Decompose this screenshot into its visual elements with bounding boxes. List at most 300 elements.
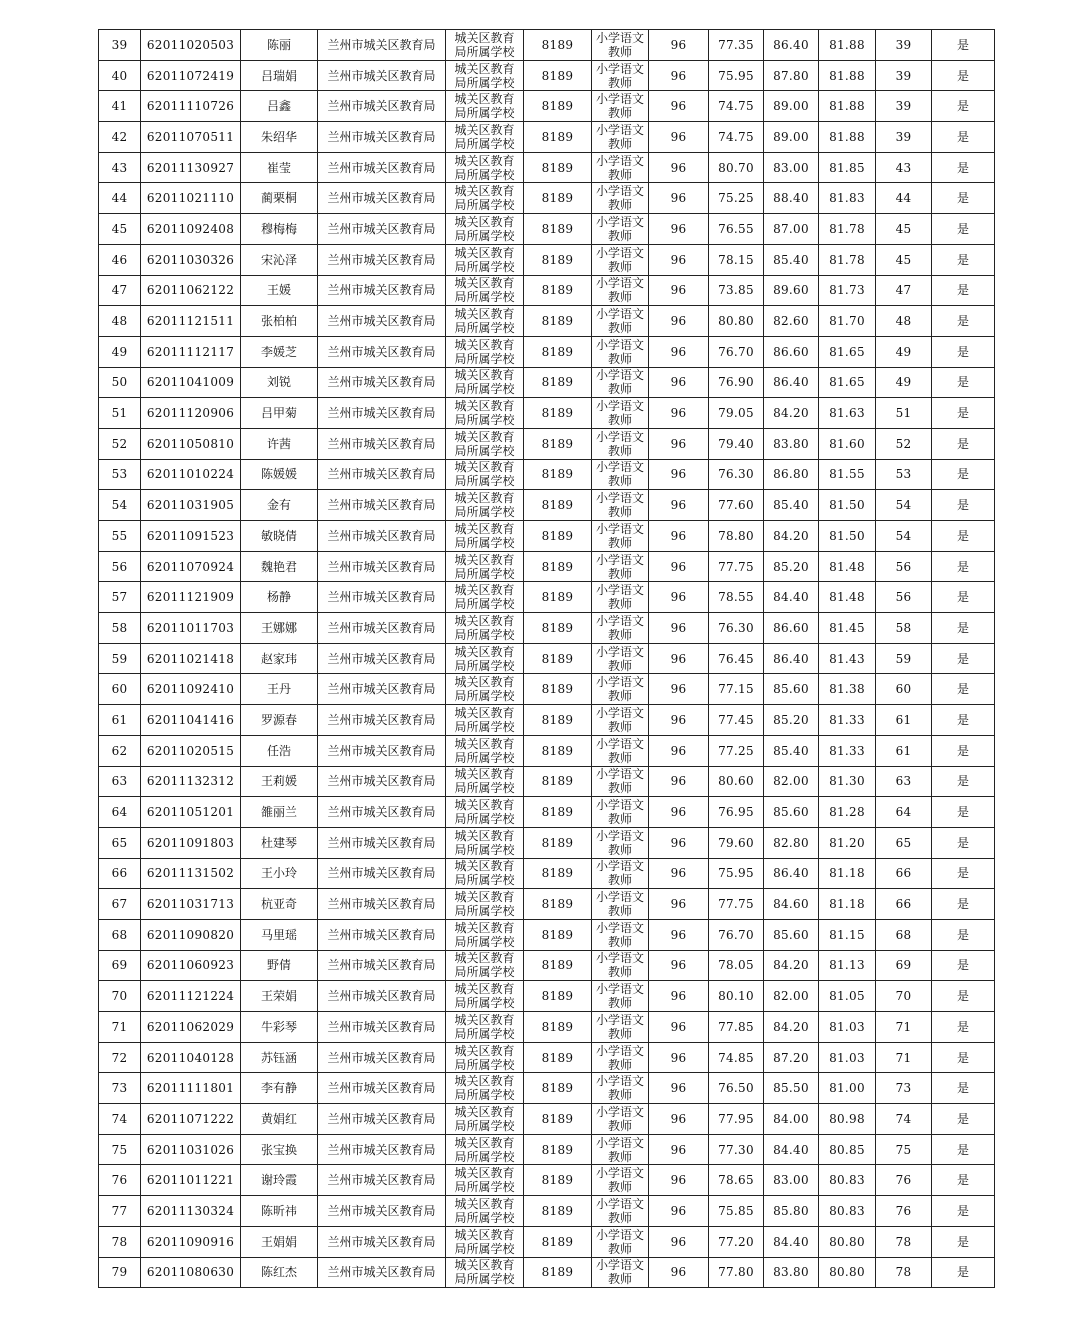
table-row — [99, 122, 995, 153]
pass-cell: 是 — [932, 1226, 995, 1257]
unit-cell-line1: 城关区教育 — [454, 552, 515, 567]
exam-id-cell: 62011130324 — [141, 1196, 241, 1227]
unit-cell-line1: 城关区教育 — [454, 307, 515, 322]
quota-cell: 96 — [649, 919, 709, 950]
unit-cell-line2: 局所属学校 — [454, 1272, 515, 1287]
interview-score-cell: 85.20 — [764, 705, 819, 736]
name-cell: 王媛 — [241, 275, 318, 306]
written-score-cell: 78.65 — [709, 1165, 764, 1196]
total-score-cell: 81.85 — [819, 152, 876, 183]
post-cell — [592, 1134, 649, 1165]
pass-cell: 是 — [932, 459, 995, 490]
interview-score-cell: 83.00 — [764, 152, 819, 183]
post-cell-line1: 小学语文 — [595, 30, 644, 45]
quota-cell: 96 — [649, 1042, 709, 1073]
department-cell: 兰州市城关区教育局 — [318, 889, 446, 920]
post-cell-line2: 教师 — [607, 689, 632, 704]
table-row — [99, 889, 995, 920]
post-cell — [592, 183, 649, 214]
unit-cell-line2: 局所属学校 — [454, 443, 515, 458]
written-score-cell: 74.85 — [709, 1042, 764, 1073]
post-code-cell: 8189 — [524, 1104, 592, 1135]
quota-cell: 96 — [649, 521, 709, 552]
exam-id-cell: 62011041416 — [141, 705, 241, 736]
rank-cell: 64 — [876, 797, 932, 828]
total-score-cell: 81.83 — [819, 183, 876, 214]
unit-cell — [446, 674, 524, 705]
interview-score-cell: 84.40 — [764, 1226, 819, 1257]
post-cell-line2: 教师 — [607, 996, 632, 1011]
post-cell-line1: 小学语文 — [595, 1196, 644, 1211]
department-cell: 兰州市城关区教育局 — [318, 214, 446, 245]
post-cell — [592, 643, 649, 674]
post-cell-line2: 教师 — [607, 934, 632, 949]
department-cell: 兰州市城关区教育局 — [318, 306, 446, 337]
table-row — [99, 183, 995, 214]
interview-score-cell: 83.80 — [764, 1257, 819, 1288]
post-cell — [592, 1012, 649, 1043]
department-cell: 兰州市城关区教育局 — [318, 643, 446, 674]
rank-cell: 39 — [876, 60, 932, 91]
unit-cell-line2: 局所属学校 — [454, 1210, 515, 1225]
seq-cell: 79 — [99, 1257, 141, 1288]
total-score-cell: 81.48 — [819, 582, 876, 613]
exam-id-cell: 62011071222 — [141, 1104, 241, 1135]
exam-id-cell: 62011020503 — [141, 30, 241, 61]
unit-cell-line1: 城关区教育 — [454, 30, 515, 45]
post-cell-line1: 小学语文 — [595, 1043, 644, 1058]
post-cell-line2: 教师 — [607, 1180, 632, 1195]
post-cell — [592, 60, 649, 91]
unit-cell-line1: 城关区教育 — [454, 1043, 515, 1058]
unit-cell-line2: 局所属学校 — [454, 1118, 515, 1133]
written-score-cell: 76.70 — [709, 336, 764, 367]
post-code-cell: 8189 — [524, 60, 592, 91]
unit-cell-line2: 局所属学校 — [454, 75, 515, 90]
department-cell: 兰州市城关区教育局 — [318, 1104, 446, 1135]
quota-cell: 96 — [649, 827, 709, 858]
name-cell: 蔺栗桐 — [241, 183, 318, 214]
exam-id-cell: 62011062122 — [141, 275, 241, 306]
written-score-cell: 77.25 — [709, 735, 764, 766]
post-cell-line1: 小学语文 — [595, 982, 644, 997]
table-row — [99, 735, 995, 766]
interview-score-cell: 86.60 — [764, 336, 819, 367]
post-cell-line2: 教师 — [607, 321, 632, 336]
unit-cell — [446, 521, 524, 552]
exam-id-cell: 62011021418 — [141, 643, 241, 674]
quota-cell: 96 — [649, 60, 709, 91]
table-row — [99, 674, 995, 705]
table-row — [99, 797, 995, 828]
interview-score-cell: 83.00 — [764, 1165, 819, 1196]
pass-cell: 是 — [932, 60, 995, 91]
post-cell — [592, 521, 649, 552]
post-cell-line1: 小学语文 — [595, 890, 644, 905]
interview-score-cell: 89.00 — [764, 91, 819, 122]
written-score-cell: 77.80 — [709, 1257, 764, 1288]
department-cell: 兰州市城关区教育局 — [318, 244, 446, 275]
unit-cell-line2: 局所属学校 — [454, 474, 515, 489]
post-code-cell: 8189 — [524, 183, 592, 214]
rank-cell: 58 — [876, 613, 932, 644]
department-cell: 兰州市城关区教育局 — [318, 1196, 446, 1227]
unit-cell-line2: 局所属学校 — [454, 44, 515, 59]
post-cell-line2: 教师 — [607, 351, 632, 366]
quota-cell: 96 — [649, 306, 709, 337]
seq-cell: 78 — [99, 1226, 141, 1257]
pass-cell: 是 — [932, 30, 995, 61]
post-cell-line2: 教师 — [607, 136, 632, 151]
interview-score-cell: 84.20 — [764, 1012, 819, 1043]
department-cell: 兰州市城关区教育局 — [318, 981, 446, 1012]
quota-cell: 96 — [649, 981, 709, 1012]
post-cell-line2: 教师 — [607, 1272, 632, 1287]
written-score-cell: 80.70 — [709, 152, 764, 183]
quota-cell: 96 — [649, 152, 709, 183]
interview-score-cell: 86.60 — [764, 613, 819, 644]
written-score-cell: 80.10 — [709, 981, 764, 1012]
post-cell-line2: 教师 — [607, 904, 632, 919]
post-cell-line2: 教师 — [607, 719, 632, 734]
post-cell-line2: 教师 — [607, 198, 632, 213]
rank-cell: 53 — [876, 459, 932, 490]
post-code-cell: 8189 — [524, 336, 592, 367]
rank-cell: 78 — [876, 1226, 932, 1257]
name-cell: 罗源春 — [241, 705, 318, 736]
post-cell-line2: 教师 — [607, 658, 632, 673]
exam-id-cell: 62011070511 — [141, 122, 241, 153]
post-code-cell: 8189 — [524, 1042, 592, 1073]
interview-score-cell: 84.40 — [764, 582, 819, 613]
post-cell-line1: 小学语文 — [595, 1135, 644, 1150]
table-row — [99, 60, 995, 91]
table-row — [99, 613, 995, 644]
pass-cell: 是 — [932, 735, 995, 766]
unit-cell-line2: 局所属学校 — [454, 413, 515, 428]
seq-cell: 52 — [99, 428, 141, 459]
quota-cell: 96 — [649, 551, 709, 582]
unit-cell-line1: 城关区教育 — [454, 399, 515, 414]
department-cell: 兰州市城关区教育局 — [318, 919, 446, 950]
total-score-cell: 81.33 — [819, 705, 876, 736]
post-cell-line2: 教师 — [607, 1149, 632, 1164]
post-cell-line2: 教师 — [607, 290, 632, 305]
seq-cell: 68 — [99, 919, 141, 950]
table-row — [99, 459, 995, 490]
post-code-cell: 8189 — [524, 1257, 592, 1288]
post-cell — [592, 950, 649, 981]
unit-cell — [446, 1042, 524, 1073]
exam-id-cell: 62011120906 — [141, 398, 241, 429]
post-cell-line2: 教师 — [607, 1210, 632, 1225]
unit-cell — [446, 275, 524, 306]
interview-score-cell: 82.00 — [764, 981, 819, 1012]
quota-cell: 96 — [649, 797, 709, 828]
unit-cell — [446, 367, 524, 398]
quota-cell: 96 — [649, 1073, 709, 1104]
interview-score-cell: 89.00 — [764, 122, 819, 153]
name-cell: 牛彩琴 — [241, 1012, 318, 1043]
post-cell — [592, 674, 649, 705]
unit-cell-line2: 局所属学校 — [454, 1057, 515, 1072]
rank-cell: 54 — [876, 521, 932, 552]
table-row — [99, 1012, 995, 1043]
written-score-cell: 75.95 — [709, 60, 764, 91]
post-code-cell: 8189 — [524, 1226, 592, 1257]
post-cell-line1: 小学语文 — [595, 399, 644, 414]
post-cell — [592, 275, 649, 306]
written-score-cell: 78.05 — [709, 950, 764, 981]
post-cell-line1: 小学语文 — [595, 644, 644, 659]
name-cell: 吕瑞娟 — [241, 60, 318, 91]
post-cell-line2: 教师 — [607, 627, 632, 642]
seq-cell: 70 — [99, 981, 141, 1012]
quota-cell: 96 — [649, 1196, 709, 1227]
table-row — [99, 919, 995, 950]
rank-cell: 76 — [876, 1196, 932, 1227]
department-cell: 兰州市城关区教育局 — [318, 367, 446, 398]
post-cell-line1: 小学语文 — [595, 92, 644, 107]
department-cell: 兰州市城关区教育局 — [318, 950, 446, 981]
pass-cell: 是 — [932, 889, 995, 920]
table-row — [99, 551, 995, 582]
post-cell — [592, 735, 649, 766]
total-score-cell: 81.63 — [819, 398, 876, 429]
rank-cell: 78 — [876, 1257, 932, 1288]
post-cell-line1: 小学语文 — [595, 460, 644, 475]
pass-cell: 是 — [932, 1257, 995, 1288]
unit-cell-line2: 局所属学校 — [454, 136, 515, 151]
unit-cell-line1: 城关区教育 — [454, 214, 515, 229]
unit-cell — [446, 950, 524, 981]
department-cell: 兰州市城关区教育局 — [318, 613, 446, 644]
written-score-cell: 76.70 — [709, 919, 764, 950]
unit-cell — [446, 858, 524, 889]
quota-cell: 96 — [649, 889, 709, 920]
interview-score-cell: 85.40 — [764, 244, 819, 275]
table-row — [99, 30, 995, 61]
total-score-cell: 81.03 — [819, 1012, 876, 1043]
table-row — [99, 1196, 995, 1227]
pass-cell: 是 — [932, 152, 995, 183]
name-cell: 陈红杰 — [241, 1257, 318, 1288]
rank-cell: 39 — [876, 122, 932, 153]
seq-cell: 51 — [99, 398, 141, 429]
post-cell-line1: 小学语文 — [595, 1227, 644, 1242]
unit-cell — [446, 797, 524, 828]
interview-score-cell: 84.00 — [764, 1104, 819, 1135]
rank-cell: 76 — [876, 1165, 932, 1196]
name-cell: 宋沁泽 — [241, 244, 318, 275]
department-cell: 兰州市城关区教育局 — [318, 827, 446, 858]
unit-cell — [446, 336, 524, 367]
table-row — [99, 152, 995, 183]
post-cell-line2: 教师 — [607, 413, 632, 428]
exam-id-cell: 62011072419 — [141, 60, 241, 91]
exam-id-cell: 62011051201 — [141, 797, 241, 828]
written-score-cell: 73.85 — [709, 275, 764, 306]
exam-id-cell: 62011021110 — [141, 183, 241, 214]
unit-cell-line1: 城关区教育 — [454, 767, 515, 782]
rank-cell: 68 — [876, 919, 932, 950]
written-score-cell: 77.45 — [709, 705, 764, 736]
unit-cell-line1: 城关区教育 — [454, 184, 515, 199]
total-score-cell: 81.55 — [819, 459, 876, 490]
interview-score-cell: 84.60 — [764, 889, 819, 920]
post-cell-line2: 教师 — [607, 812, 632, 827]
interview-score-cell: 84.20 — [764, 398, 819, 429]
total-score-cell: 81.78 — [819, 214, 876, 245]
post-cell-line1: 小学语文 — [595, 184, 644, 199]
name-cell: 野倩 — [241, 950, 318, 981]
post-cell-line2: 教师 — [607, 597, 632, 612]
pass-cell: 是 — [932, 1042, 995, 1073]
post-code-cell: 8189 — [524, 551, 592, 582]
unit-cell — [446, 981, 524, 1012]
unit-cell-line2: 局所属学校 — [454, 351, 515, 366]
name-cell: 杜建琴 — [241, 827, 318, 858]
department-cell: 兰州市城关区教育局 — [318, 490, 446, 521]
unit-cell-line2: 局所属学校 — [454, 965, 515, 980]
table-row — [99, 643, 995, 674]
unit-cell-line2: 局所属学校 — [454, 566, 515, 581]
unit-cell-line2: 局所属学校 — [454, 812, 515, 827]
interview-score-cell: 87.80 — [764, 60, 819, 91]
table-row — [99, 858, 995, 889]
written-score-cell: 75.95 — [709, 858, 764, 889]
unit-cell-line2: 局所属学校 — [454, 719, 515, 734]
post-code-cell: 8189 — [524, 705, 592, 736]
seq-cell: 45 — [99, 214, 141, 245]
quota-cell: 96 — [649, 1257, 709, 1288]
unit-cell-line1: 城关区教育 — [454, 245, 515, 260]
post-code-cell: 8189 — [524, 30, 592, 61]
written-score-cell: 76.55 — [709, 214, 764, 245]
exam-id-cell: 62011112117 — [141, 336, 241, 367]
unit-cell-line1: 城关区教育 — [454, 705, 515, 720]
unit-cell-line1: 城关区教育 — [454, 276, 515, 291]
pass-cell: 是 — [932, 398, 995, 429]
table-row — [99, 1134, 995, 1165]
post-cell — [592, 705, 649, 736]
total-score-cell: 81.00 — [819, 1073, 876, 1104]
total-score-cell: 81.88 — [819, 91, 876, 122]
table-row — [99, 827, 995, 858]
post-cell-line1: 小学语文 — [595, 1012, 644, 1027]
post-code-cell: 8189 — [524, 275, 592, 306]
unit-cell-line1: 城关区教育 — [454, 429, 515, 444]
interview-score-cell: 85.50 — [764, 1073, 819, 1104]
quota-cell: 96 — [649, 183, 709, 214]
table-row — [99, 1165, 995, 1196]
rank-cell: 39 — [876, 30, 932, 61]
unit-cell-line1: 城关区教育 — [454, 798, 515, 813]
name-cell: 张柏柏 — [241, 306, 318, 337]
unit-cell — [446, 1073, 524, 1104]
post-cell-line1: 小学语文 — [595, 1104, 644, 1119]
unit-cell — [446, 735, 524, 766]
written-score-cell: 77.75 — [709, 551, 764, 582]
department-cell: 兰州市城关区教育局 — [318, 705, 446, 736]
written-score-cell: 76.45 — [709, 643, 764, 674]
name-cell: 王莉媛 — [241, 766, 318, 797]
table-row — [99, 766, 995, 797]
total-score-cell: 81.30 — [819, 766, 876, 797]
post-cell — [592, 1226, 649, 1257]
unit-cell-line1: 城关区教育 — [454, 951, 515, 966]
unit-cell — [446, 1012, 524, 1043]
unit-cell — [446, 459, 524, 490]
post-code-cell: 8189 — [524, 889, 592, 920]
unit-cell-line1: 城关区教育 — [454, 613, 515, 628]
table-row — [99, 275, 995, 306]
post-cell — [592, 797, 649, 828]
interview-score-cell: 84.20 — [764, 950, 819, 981]
rank-cell: 49 — [876, 367, 932, 398]
post-cell — [592, 1257, 649, 1288]
total-score-cell: 81.15 — [819, 919, 876, 950]
table-row — [99, 705, 995, 736]
unit-cell-line1: 城关区教育 — [454, 675, 515, 690]
rank-cell: 74 — [876, 1104, 932, 1135]
total-score-cell: 81.20 — [819, 827, 876, 858]
post-cell-line1: 小学语文 — [595, 61, 644, 76]
written-score-cell: 77.85 — [709, 1012, 764, 1043]
post-cell — [592, 827, 649, 858]
post-code-cell: 8189 — [524, 122, 592, 153]
unit-cell — [446, 582, 524, 613]
total-score-cell: 81.48 — [819, 551, 876, 582]
table-row — [99, 1073, 995, 1104]
unit-cell-line2: 局所属学校 — [454, 290, 515, 305]
rank-cell: 61 — [876, 705, 932, 736]
seq-cell: 39 — [99, 30, 141, 61]
quota-cell: 96 — [649, 490, 709, 521]
unit-cell — [446, 244, 524, 275]
interview-score-cell: 85.40 — [764, 490, 819, 521]
total-score-cell: 81.60 — [819, 428, 876, 459]
post-cell-line2: 教师 — [607, 1118, 632, 1133]
total-score-cell: 81.18 — [819, 858, 876, 889]
rank-cell: 47 — [876, 275, 932, 306]
table-row — [99, 367, 995, 398]
post-cell-line1: 小学语文 — [595, 736, 644, 751]
name-cell: 谢玲霞 — [241, 1165, 318, 1196]
unit-cell — [446, 551, 524, 582]
exam-id-cell: 62011041009 — [141, 367, 241, 398]
written-score-cell: 74.75 — [709, 122, 764, 153]
name-cell: 雒丽兰 — [241, 797, 318, 828]
written-score-cell: 77.15 — [709, 674, 764, 705]
name-cell: 王小玲 — [241, 858, 318, 889]
post-cell-line2: 教师 — [607, 382, 632, 397]
post-cell-line1: 小学语文 — [595, 798, 644, 813]
post-code-cell: 8189 — [524, 1165, 592, 1196]
unit-cell-line1: 城关区教育 — [454, 368, 515, 383]
interview-score-cell: 88.40 — [764, 183, 819, 214]
interview-score-cell: 89.60 — [764, 275, 819, 306]
post-cell-line1: 小学语文 — [595, 337, 644, 352]
unit-cell-line2: 局所属学校 — [454, 1180, 515, 1195]
table-row — [99, 1104, 995, 1135]
table-row — [99, 306, 995, 337]
total-score-cell: 81.03 — [819, 1042, 876, 1073]
rank-cell: 52 — [876, 428, 932, 459]
name-cell: 李有静 — [241, 1073, 318, 1104]
post-cell — [592, 1196, 649, 1227]
post-cell-line1: 小学语文 — [595, 214, 644, 229]
